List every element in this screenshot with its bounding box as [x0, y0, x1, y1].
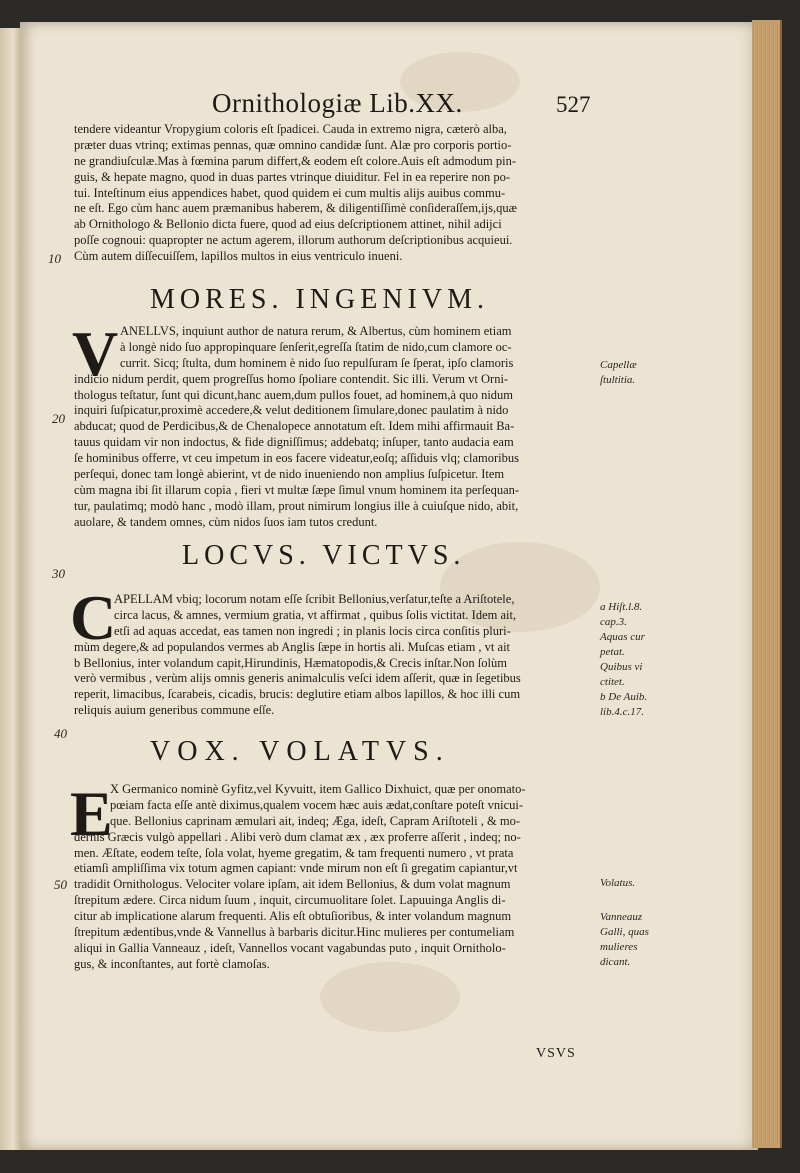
margin-line-number: 40: [54, 726, 67, 741]
marginal-note-refs: a Hiſt.l.8. cap.3. Aquas cur petat. Quibus vi ctitet. b De Auib. lib.4.c.17.: [600, 601, 648, 718]
text-line: ANELLVS, inquiunt author de natura rerum, & Albertus, cùm hominem etiam: [120, 324, 512, 338]
text-line: reliquis auium generibus commune eſſe.: [74, 703, 275, 718]
text-line: ſe hominibus offerre, vt ceu impetum in eos facere videatur,eoſq; aſſiduis vlq; clamoribus: [74, 451, 519, 466]
text-line: ſtrepitum ædentibus,vnde & Vannellus à barbaris dicitur.Hinc mulieres per contumeliam: [74, 925, 515, 940]
text-line: verò vermibus , verùm alijs omnis generis animalculis veſci idem aſſerit, quæ in ſegetibus: [74, 671, 521, 686]
text-line: dernis Græcis vulgò appellari . Alibi verò dum clamat æx , æx proferre aſſerit , indeq; no-: [74, 829, 521, 844]
text-line: ſtrepitum ædere. Circa nidum ſuum , inquit, circumuolitare ſolet. Lapuuinga Anglis di-: [74, 893, 506, 908]
drop-cap-e: E: [70, 778, 113, 849]
section-vox-text: [74, 782, 594, 973]
paragraph-continuation: [74, 122, 594, 265]
text-line: tendere videantur Vropygium coloris eſt ſpadicei. Cauda in extremo nigra, cæterò alba,: [74, 122, 507, 136]
marginal-note-capellae: Capellæ ſtultitia.: [600, 359, 637, 386]
drop-cap-v: V: [72, 318, 119, 389]
text-line: guis, & hepate magno, quod in duas partes vtrinque diuiditur. Fel in ea reperire non po-: [74, 169, 511, 184]
text-line: ab Ornithologo & Bellonio dicta fuere, quod ad eius deſcriptionem attinet, nihil adijci: [74, 217, 502, 232]
text-line: tauus quidam vir non indoctus, & fide digniſſimus; addebatq; inſuper, tanto audacia eam: [74, 435, 514, 450]
margin-line-number: 50: [54, 877, 67, 892]
text-line: citur ab implicatione alarum frequenti. Alis eſt obtuſioribus, & inter volandum magnum: [74, 909, 512, 924]
text-line: cùm magna ibi ſit illarum copia , fieri vt multæ ſæpe ſimul vnum hominem ita perſequan-: [74, 482, 520, 497]
margin-line-number: 30: [52, 566, 65, 581]
text-line: inquiri ſuſpicatur,proximè accedere,& velut deditionem ſimulare,donec paulatim à nido: [74, 403, 509, 418]
text-line: reperit, limacibus, ſcarabeis, cicadis, brucis: deglutire etiam albos lapillos, & hoc illi cum: [74, 687, 521, 702]
text-line: abducat; quod de Perdicibus,& de Chenalopece annotatum eſt. Idem mihi affirmauit Ba-: [74, 419, 515, 434]
text-line: men. Æſtate, eodem teſte, ſola volat, hyeme gregatim, & tam frequenti numero , vt prata: [74, 845, 514, 860]
section-heading-vox: VOX. VOLATVS.: [150, 736, 450, 767]
text-line: ne eſt. Ego cùm hanc auem præmanibus haberem, & diligentiſſimè conſideraſſem,ijs,quæ: [74, 201, 517, 216]
text-line: b Bellonius, inter volandum capit,Hirundinis, Hæmatopodis,& Crecis inſtar.Non ſolùm: [74, 655, 507, 670]
drop-cap-c: C: [70, 582, 117, 653]
text-line: præter duas vtrinq; extimas pennas, quæ omnino candidæ ſunt. Alæ pro corporis portio-: [74, 137, 512, 152]
text-line: APELLAM vbiq; locorum notam eſſe ſcribit Bellonius,verſatur,teſte a Ariſtotele,: [114, 592, 515, 606]
left-page-edge: [0, 28, 22, 1150]
section-heading-locus: LOCVS. VICTVS.: [182, 540, 466, 571]
text-line: perſequi, donec tam longè abierint, vt de nido inueniendo non amplius ſuſpicetur. Item: [74, 467, 505, 482]
section-heading-mores: MORES. INGENIVM.: [150, 284, 489, 315]
text-line: currit. Sicq; ſtulta, dum hominem è nido ſuo repulſuram ſe ſperat, ipſo clamoris: [120, 355, 514, 370]
text-line: tui. Inteſtinum eius appendices habet, quod quidem ei cum multis alijs auibus commu-: [74, 185, 506, 200]
text-line: tur, paulatimq; modò hanc , modò illam, prout nimirum longius ille à cuiuſque nido, abit,: [74, 498, 519, 513]
section-locus-text: [74, 592, 594, 719]
text-line: thologus teſtatur, ſunt qui dicunt,hanc auem,dum pullos fouet, ad hominem,à quo nidum: [74, 387, 514, 402]
running-title: Ornithologiæ Lib.XX.: [212, 88, 463, 118]
text-line: aliqui in Gallia Vanneauz , ideſt, Vannellos vocant vagabundas puto , inquit Ornitholo-: [74, 940, 506, 955]
text-line: que. Bellonius caprinam æmulari ait, indeq; Ægа, ideſt, Capram Ariſtoteli , & mo-: [110, 813, 520, 828]
marginal-note-vanneauz: Vanneauz Galli, quas mulieres dicant.: [600, 911, 649, 968]
text-line: indicio nidum perdit, quem progreſſus homo ſpoliare contendit. Sic illi. Verum vt Orni-: [74, 371, 509, 386]
margin-line-number: 20: [52, 411, 65, 426]
text-line: à longè nido ſuo appropinquare ſenſerit,egreſſa ſtatim de nido,cum clamore oc-: [120, 339, 512, 354]
marginal-note-volatus: Volatus.: [600, 877, 636, 889]
text-line: mùm degere,& ad populandos vermes ab Anglis ſæpe in hortis ali. Muſcas etiam , vt ait: [74, 639, 511, 654]
margin-line-number: 10: [48, 251, 61, 266]
page-number: 527: [556, 92, 591, 117]
text-line: pœiam facta eſſe antè diximus,qualem vocem hæc auis ædat,conſtare poteſt vnicui-: [110, 797, 524, 812]
text-line: ne grandiuſculæ.Mas à fœmina parum differt,& eodem eſt colore.Auis eſt admodum pin-: [74, 153, 517, 168]
text-line: gus, & inconſtantes, aut fortè clamoſas.: [74, 956, 270, 971]
text-line: poſſe cognoui: quapropter ne actum agerem, illorum authorum deſcriptionibus acquieui.: [74, 233, 513, 248]
text-line: circa lacus, & amnes, vermium gratia, vt affirmat , quibus ſolis victitat. Idem ait,: [114, 607, 517, 622]
page-stack-edge: [752, 20, 782, 1148]
section-mores-text: [72, 318, 594, 531]
text-line: Cùm autem diſſecuiſſem, lapillos multos in eius ventriculo inueni.: [74, 249, 403, 264]
text-line: auolare, & tandem omnes, cùm nidos ſuos iam tutos credunt.: [74, 514, 378, 529]
text-line: etiamſi ampliſſima vix totum agmen capiant: vnde mirum non eſt ſi gregatim capiantur,vt: [74, 861, 518, 876]
catchword: VSVS: [536, 1046, 576, 1061]
text-line: tradidit Ornithologus. Velociter volare ipſam, ait idem Bellonius, & dum volat magnum: [74, 877, 511, 892]
text-line: X Germanico nominè Gyfitz,vel Kyvuitt, item Gallico Dixhuict, quæ per onomato-: [110, 782, 526, 796]
text-line: etſi ad aquas accedat, eas tamen non ingredi ; in planis locis circa conſitis pluri-: [114, 623, 511, 638]
